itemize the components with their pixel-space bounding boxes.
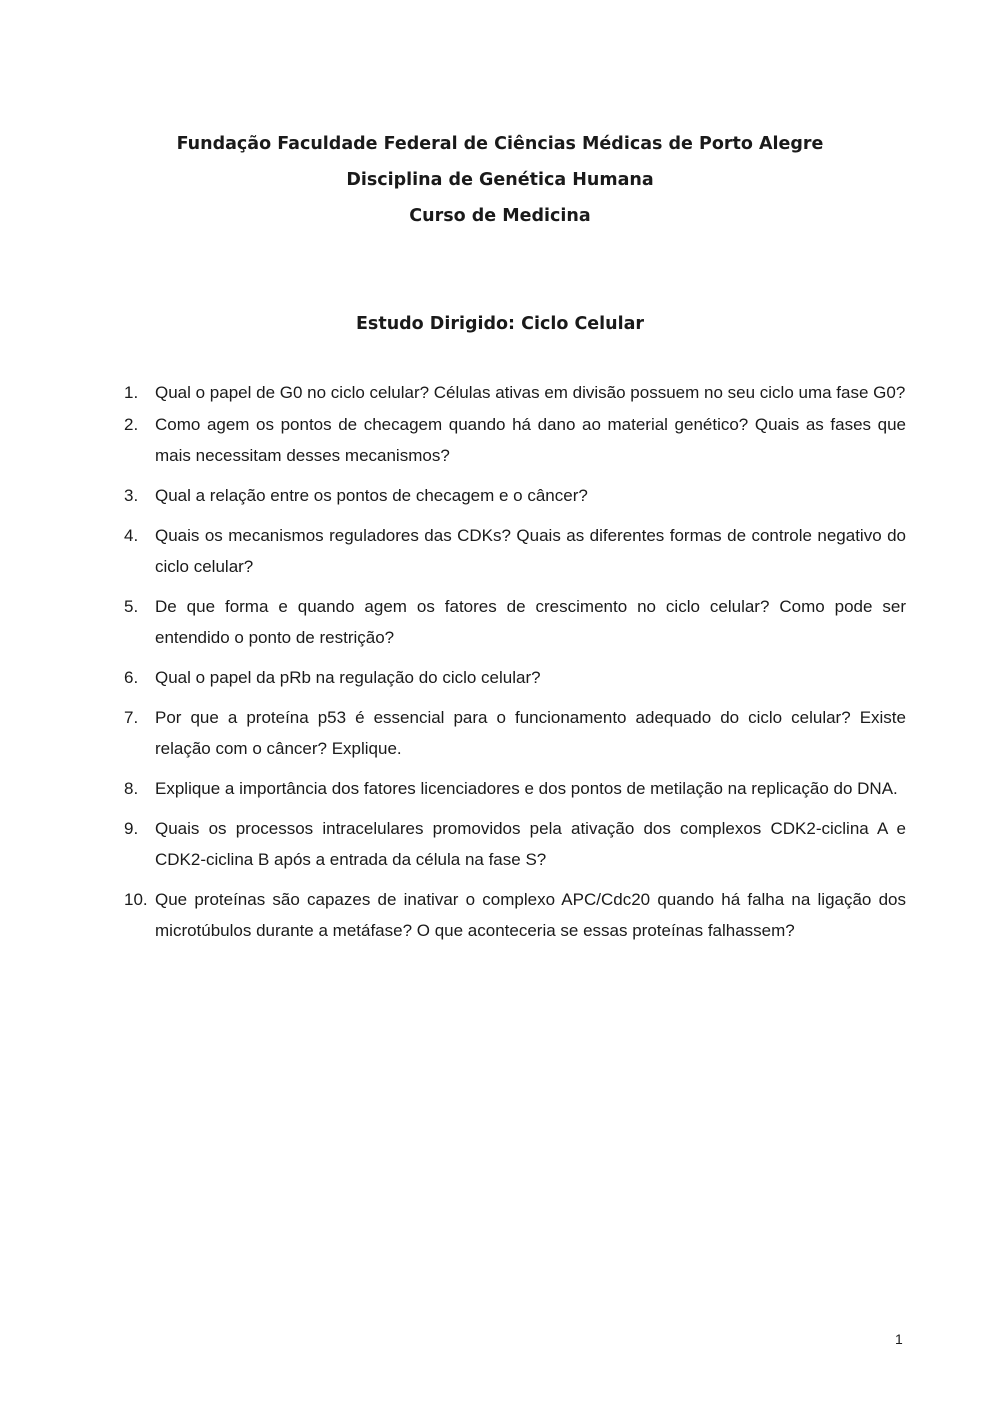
question-text: Explique a importância dos fatores licenciadores e dos pontos de metilação na replicação do DNA. [155,779,898,798]
institution-name: Fundação Faculdade Federal de Ciências Médicas de Porto Alegre [176,134,824,154]
question-number: 6. [124,668,139,687]
question-text: Qual o papel de G0 no ciclo celular? Células ativas em divisão possuem no seu ciclo uma fase G0? [155,383,906,402]
question-text: De que forma e quando agem os fatores de crescimento no ciclo celular? Como pode ser entendido o ponto de restrição? [155,597,906,647]
question-item [124,381,906,404]
question-text: Quais os processos intracelulares promovidos pela ativação dos complexos CDK2-ciclina A e CDK2-ciclina B após a entrada da célula na fase S? [155,819,906,869]
document-title: Estudo Dirigido: Ciclo Celular [355,314,645,334]
question-number: 4. [124,526,139,545]
question-list [124,381,906,955]
question-text: Por que a proteína p53 é essencial para o funcionamento adequado do ciclo celular? Existe relação com o câncer? Explique. [155,708,906,758]
question-item [124,591,906,653]
document-header [0,126,1000,234]
question-number: 2. [124,415,139,434]
question-text: Qual o papel da pRb na regulação do ciclo celular? [155,668,541,687]
question-number: 10. [124,890,148,909]
question-number: 5. [124,597,139,616]
question-item [124,813,906,875]
page-number: 1 [895,1331,903,1347]
question-item [124,884,906,946]
question-text: Quais os mecanismos reguladores das CDKs? Quais as diferentes formas de controle negativo do ciclo celular? [155,526,906,576]
question-item [124,520,906,582]
course-name: Curso de Medicina [409,206,591,226]
question-item [124,480,906,511]
question-text: Que proteínas são capazes de inativar o complexo APC/Cdc20 quando há falha na ligação dos microtúbulos durante a metáfase? O que aconteceria se essas proteínas falhassem? [155,890,906,940]
question-number: 1. [124,383,139,402]
question-number: 9. [124,819,139,838]
question-text: Qual a relação entre os pontos de checagem e o câncer? [155,486,588,505]
question-item [124,662,906,693]
question-text: Como agem os pontos de checagem quando há dano ao material genético? Quais as fases que mais necessitam desses mecanismos? [155,415,906,465]
question-number: 3. [124,486,139,505]
question-number: 7. [124,708,139,727]
question-item [124,702,906,764]
question-item [124,409,906,471]
question-item [124,773,906,804]
discipline-name: Disciplina de Genética Humana [346,170,654,190]
question-number: 8. [124,779,139,798]
